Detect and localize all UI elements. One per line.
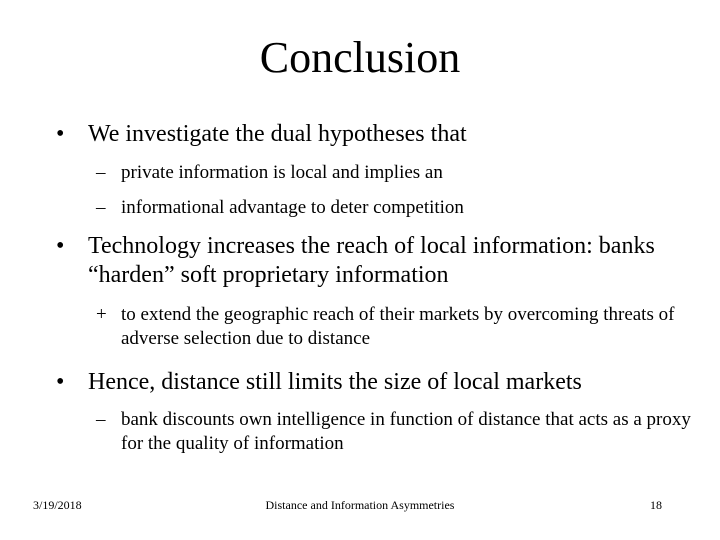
sub-bullet-marker: – (96, 197, 106, 218)
sub-bullet-text: private information is local and implies an (121, 162, 443, 183)
sub-bullet-text: bank discounts own intelligence in function of distance that acts as a proxy for the quality of information (121, 409, 691, 454)
bullet-3 (56, 368, 696, 397)
sub-bullet-2-1 (96, 303, 696, 351)
bullet-2 (56, 232, 696, 290)
bullet-text: We investigate the dual hypotheses that (88, 121, 467, 147)
bullet-marker: • (56, 233, 65, 259)
bullet-marker: • (56, 121, 65, 147)
sub-bullet-marker: + (96, 304, 107, 325)
bullet-text: Technology increases the reach of local information: banks “harden” soft proprietary information (88, 233, 655, 288)
sub-bullet-1-2 (96, 196, 696, 220)
footer-date: 3/19/2018 (33, 498, 82, 512)
slide-title: Conclusion (259, 33, 461, 82)
bullet-marker: • (56, 369, 65, 395)
sub-bullet-text: to extend the geographic reach of their markets by overcoming threats of adverse selection due to distance (121, 304, 675, 349)
footer-title: Distance and Information Asymmetries (265, 498, 455, 512)
sub-bullet-text: informational advantage to deter competition (121, 197, 464, 218)
bullet-text: Hence, distance still limits the size of local markets (88, 369, 582, 395)
sub-bullet-3-1 (96, 408, 696, 456)
footer-page-number: 18 (650, 498, 662, 512)
sub-bullet-1-1 (96, 161, 696, 185)
bullet-1 (56, 120, 696, 149)
sub-bullet-marker: – (96, 409, 106, 430)
sub-bullet-marker: – (96, 162, 106, 183)
